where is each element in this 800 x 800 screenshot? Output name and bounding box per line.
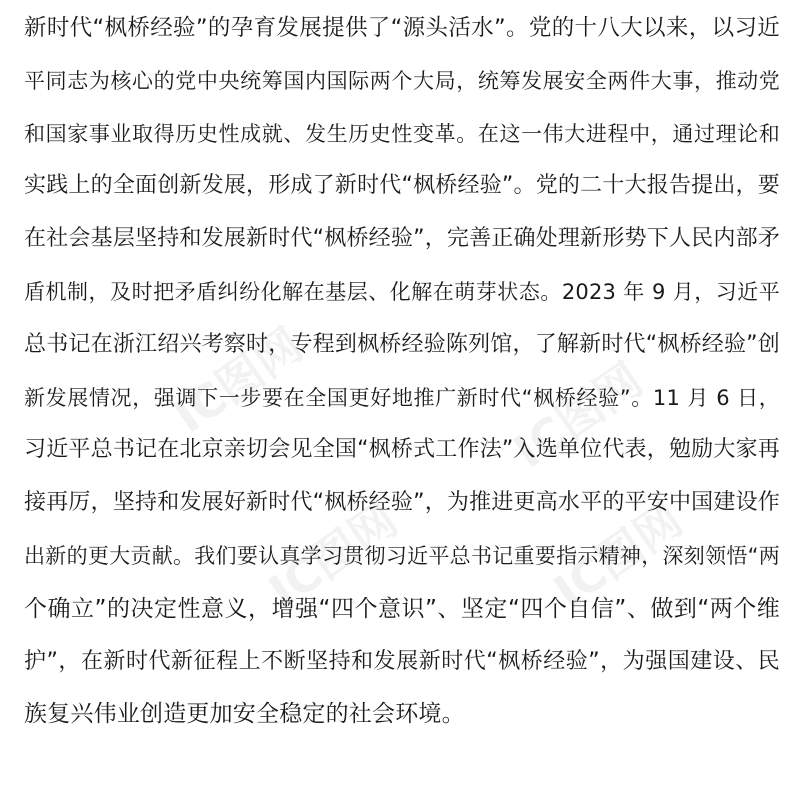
text-line: 族复兴伟业创造更加安全稳定的社会环境。 xyxy=(24,701,465,728)
watermark: IC图网 xyxy=(259,492,408,619)
text-line: 新发展情况，强调下一步要在全国更好地推广新时代“枫桥经验”。11 月 6 日， xyxy=(24,385,780,410)
watermark: IC图网 xyxy=(544,492,693,619)
text-line: 习近平总书记在北京亲切会见全国“枫桥式工作法”入选单位代表，勉励大家再 xyxy=(24,437,780,463)
text-line: 新时代“枫桥经验”的孕育发展提供了“源头活水”。党的十八大以来，以习近 xyxy=(24,15,780,41)
text-line: 和国家事业取得历史性成就、发生历史性变革。在这一伟大进程中，通过理论和 xyxy=(24,121,780,146)
text-line: 实践上的全面创新发展，形成了新时代“枫桥经验”。党的二十大报告提出，要 xyxy=(24,173,780,199)
text-line: 在社会基层坚持和发展新时代“枫桥经验”，完善正确处理新形势下人民内部矛 xyxy=(24,226,780,252)
text-line: 接再厉，坚持和发展好新时代“枫桥经验”，为推进更高水平的平安中国建设作 xyxy=(24,490,780,516)
text-line: 平同志为核心的党中央统筹国内国际两个大局，统筹发展安全两件大事，推动党 xyxy=(24,68,780,93)
text-line: 总书记在浙江绍兴考察时，专程到枫桥经验陈列馆，了解新时代“枫桥经验”创 xyxy=(24,331,780,357)
text-line: 护”，在新时代新征程上不断坚持和发展新时代“枫桥经验”，为强国建设、民 xyxy=(24,648,780,674)
text-line: 个确立”的决定性意义，增强“四个意识”、坚定“四个自信”、做到“两个维 xyxy=(24,595,780,622)
watermark: IC图网 xyxy=(504,352,653,479)
text-line: 出新的更大贡献。我们要认真学习贯彻习近平总书记重要指示精神，深刻领悟“两 xyxy=(24,543,780,568)
text-line: 盾机制，及时把矛盾纠纷化解在基层、化解在萌芽状态。2023 年 9 月，习近平 xyxy=(24,279,780,304)
watermark: IC图网 xyxy=(164,317,313,444)
body-text xyxy=(24,2,780,741)
